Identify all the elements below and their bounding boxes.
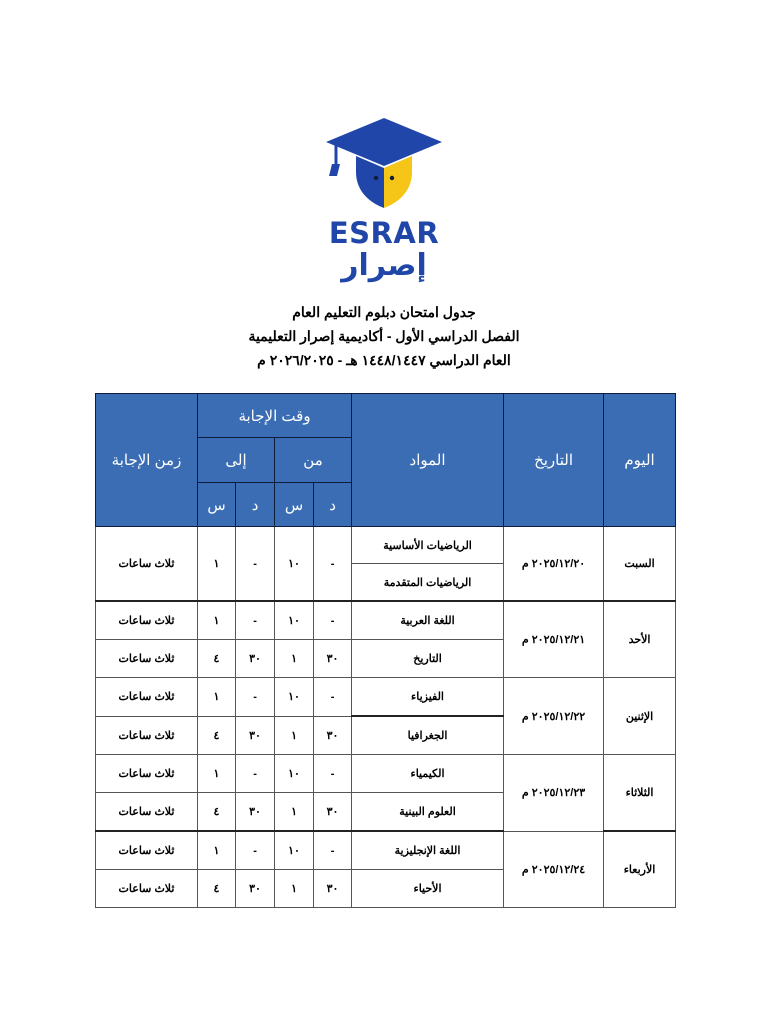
duration-cell: ثلاث ساعات bbox=[96, 793, 198, 832]
header-day: اليوم bbox=[604, 394, 676, 527]
subject-cell: الرياضيات المتقدمة bbox=[352, 564, 504, 602]
subject-cell: الكيمياء bbox=[352, 755, 504, 793]
header-to: إلى bbox=[198, 438, 275, 483]
day-cell: الإثنين bbox=[604, 678, 676, 755]
header-to-hour: س bbox=[198, 483, 236, 527]
date-cell: ٢٠٢٥/١٢/٢٣ م bbox=[504, 755, 604, 832]
duration-cell: ثلاث ساعات bbox=[96, 831, 198, 870]
date-cell: ٢٠٢٥/١٢/٢٢ م bbox=[504, 678, 604, 755]
header-subjects: المواد bbox=[352, 394, 504, 527]
header-from-hour: س bbox=[275, 483, 314, 527]
from-hour-cell: ١٠ bbox=[275, 831, 314, 870]
duration-cell: ثلاث ساعات bbox=[96, 527, 198, 602]
from-min-cell: - bbox=[314, 831, 352, 870]
brand-name-english: ESRAR bbox=[328, 216, 440, 250]
to-hour-cell: ١ bbox=[198, 678, 236, 717]
duration-cell: ثلاث ساعات bbox=[96, 640, 198, 678]
to-min-cell: ٣٠ bbox=[236, 793, 275, 832]
title-line-1: جدول امتحان دبلوم التعليم العام bbox=[292, 304, 476, 320]
to-hour-cell: ٤ bbox=[198, 870, 236, 908]
title-line-2: الفصل الدراسي الأول - أكاديمية إصرار التعليمية bbox=[248, 328, 520, 344]
from-hour-cell: ١٠ bbox=[275, 527, 314, 602]
from-hour-cell: ١ bbox=[275, 640, 314, 678]
to-min-cell: - bbox=[236, 601, 275, 640]
subject-cell: اللغة الإنجليزية bbox=[352, 831, 504, 870]
header-date: التاريخ bbox=[504, 394, 604, 527]
duration-cell: ثلاث ساعات bbox=[96, 601, 198, 640]
from-min-cell: ٣٠ bbox=[314, 640, 352, 678]
to-min-cell: ٣٠ bbox=[236, 716, 275, 755]
duration-cell: ثلاث ساعات bbox=[96, 678, 198, 717]
duration-cell: ثلاث ساعات bbox=[96, 716, 198, 755]
to-hour-cell: ٤ bbox=[198, 793, 236, 832]
to-hour-cell: ٤ bbox=[198, 640, 236, 678]
to-min-cell: - bbox=[236, 831, 275, 870]
to-hour-cell: ١ bbox=[198, 755, 236, 793]
header-to-min: د bbox=[236, 483, 275, 527]
day-cell: الأحد bbox=[604, 601, 676, 678]
day-cell: الأربعاء bbox=[604, 831, 676, 908]
to-hour-cell: ١ bbox=[198, 601, 236, 640]
duration-cell: ثلاث ساعات bbox=[96, 870, 198, 908]
document-header bbox=[0, 300, 768, 372]
to-min-cell: ٣٠ bbox=[236, 640, 275, 678]
subject-cell: الأحياء bbox=[352, 870, 504, 908]
date-cell: ٢٠٢٥/١٢/٢٠ م bbox=[504, 527, 604, 602]
header-from-min: د bbox=[314, 483, 352, 527]
from-hour-cell: ١ bbox=[275, 870, 314, 908]
header-from: من bbox=[275, 438, 352, 483]
graduation-cap-logo-icon bbox=[318, 112, 450, 212]
subject-cell: التاريخ bbox=[352, 640, 504, 678]
exam-schedule-table bbox=[95, 393, 676, 908]
from-hour-cell: ١٠ bbox=[275, 601, 314, 640]
subject-cell: الجغرافيا bbox=[352, 716, 504, 755]
subject-cell: العلوم البينية bbox=[352, 793, 504, 832]
to-hour-cell: ٤ bbox=[198, 716, 236, 755]
from-min-cell: - bbox=[314, 601, 352, 640]
subject-cell: الرياضيات الأساسية bbox=[352, 527, 504, 564]
brand-name-arabic: إصرار bbox=[341, 248, 427, 283]
title-line-3: العام الدراسي ١٤٤٨/١٤٤٧ هـ - ٢٠٢٦/٢٠٢٥ م bbox=[257, 352, 511, 368]
from-min-cell: ٣٠ bbox=[314, 716, 352, 755]
from-hour-cell: ١٠ bbox=[275, 755, 314, 793]
subject-cell: اللغة العربية bbox=[352, 601, 504, 640]
to-hour-cell: ١ bbox=[198, 831, 236, 870]
to-min-cell: - bbox=[236, 527, 275, 602]
date-cell: ٢٠٢٥/١٢/٢١ م bbox=[504, 601, 604, 678]
date-cell: ٢٠٢٥/١٢/٢٤ م bbox=[504, 831, 604, 908]
from-min-cell: - bbox=[314, 755, 352, 793]
day-cell: السبت bbox=[604, 527, 676, 602]
duration-cell: ثلاث ساعات bbox=[96, 755, 198, 793]
to-min-cell: - bbox=[236, 678, 275, 717]
to-min-cell: - bbox=[236, 755, 275, 793]
to-min-cell: ٣٠ bbox=[236, 870, 275, 908]
to-hour-cell: ١ bbox=[198, 527, 236, 602]
from-hour-cell: ١ bbox=[275, 716, 314, 755]
from-min-cell: ٣٠ bbox=[314, 793, 352, 832]
header-duration: زمن الإجابة bbox=[96, 394, 198, 527]
from-hour-cell: ١٠ bbox=[275, 678, 314, 717]
from-hour-cell: ١ bbox=[275, 793, 314, 832]
header-answer-time: وقت الإجابة bbox=[198, 394, 352, 438]
from-min-cell: ٣٠ bbox=[314, 870, 352, 908]
from-min-cell: - bbox=[314, 527, 352, 602]
subject-cell: الفيزياء bbox=[352, 678, 504, 717]
day-cell: الثلاثاء bbox=[604, 755, 676, 832]
from-min-cell: - bbox=[314, 678, 352, 717]
